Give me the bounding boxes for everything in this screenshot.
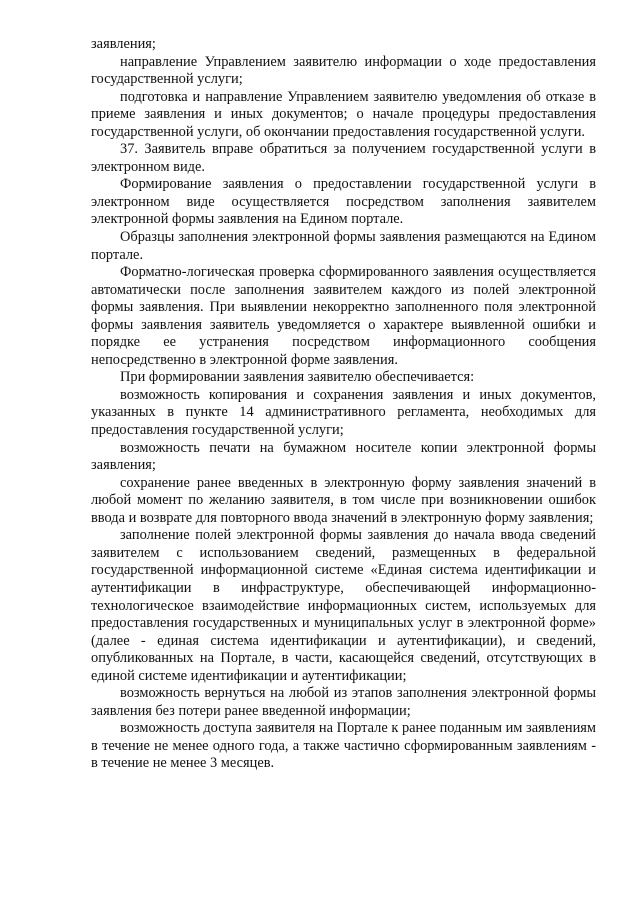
paragraph-5: Формирование заявления о предоставлении государственной услуги в электронном виде осуществляется посредством заполнения заявителем электронной формы заявления на Едином портале.	[91, 176, 596, 228]
paragraph-12: заполнение полей электронной формы заявления до начала ввода сведений заявителем с использованием сведений, размещенных в федеральной государственной информационной системе «Единая система идентификации и аутентификации в инфраструктуре, обеспечивающей информационно-технологическое взаимодействие информационных систем, используемых для предоставления государственных и муниципальных услуг в электронной форме» (далее - единая система идентификации и аутентификации), и сведений, опубликованных на Портале, в части, касающейся сведений, отсутствующих в единой системе идентификации и аутентификации;	[91, 527, 596, 684]
paragraph-8: При формировании заявления заявителю обеспечивается:	[120, 369, 475, 386]
paragraph-1: заявления;	[91, 36, 156, 52]
paragraph-2: направление Управлением заявителю информации о ходе предоставления государственной услуги;	[91, 53, 596, 88]
paragraph-10: возможность печати на бумажном носителе копии электронной формы заявления;	[91, 439, 596, 474]
paragraph-6: Образцы заполнения электронной формы заявления размещаются на Едином портале.	[91, 229, 596, 263]
paragraph-4: 37. Заявитель вправе обратиться за получением государственной услуги в электронном виде.	[91, 141, 596, 175]
paragraph-14: возможность доступа заявителя на Портале к ранее поданным им заявлениям в течение не менее одного года, а также частично сформированным заявлениям - в течение не менее 3 месяцев.	[91, 720, 596, 772]
paragraph-9: возможность копирования и сохранения заявления и иных документов, указанных в пункте 14 административного регламента, необходимых для предоставления государственной услуги;	[91, 386, 596, 439]
paragraph-13: возможность вернуться на любой из этапов заполнения электронной формы заявления без потери ранее введенной информации;	[91, 685, 596, 719]
paragraph-11: сохранение ранее введенных в электронную форму заявления значений в любой момент по желанию заявителя, в том числе при возникновении ошибок ввода и возврате для повторного ввода значений в электронную форму заявления;	[91, 474, 596, 526]
document-page	[91, 36, 596, 773]
paragraph-7: Форматно-логическая проверка сформированного заявления осуществляется автоматически после заполнения заявителем каждого из полей электронной формы заявления. При выявлении некорректно заполненного поля электронной формы заявления заявитель уведомляется о характере выявленной ошибки и порядке ее устранения посредством информационного сообщения непосредственно в электронной форме заявления.	[91, 264, 596, 368]
paragraph-3: подготовка и направление Управлением заявителю уведомления об отказе в приеме заявления и иных документов; о начале процедуры предоставления государственной услуги, об окончании предоставления государственной услуги.	[91, 88, 596, 140]
